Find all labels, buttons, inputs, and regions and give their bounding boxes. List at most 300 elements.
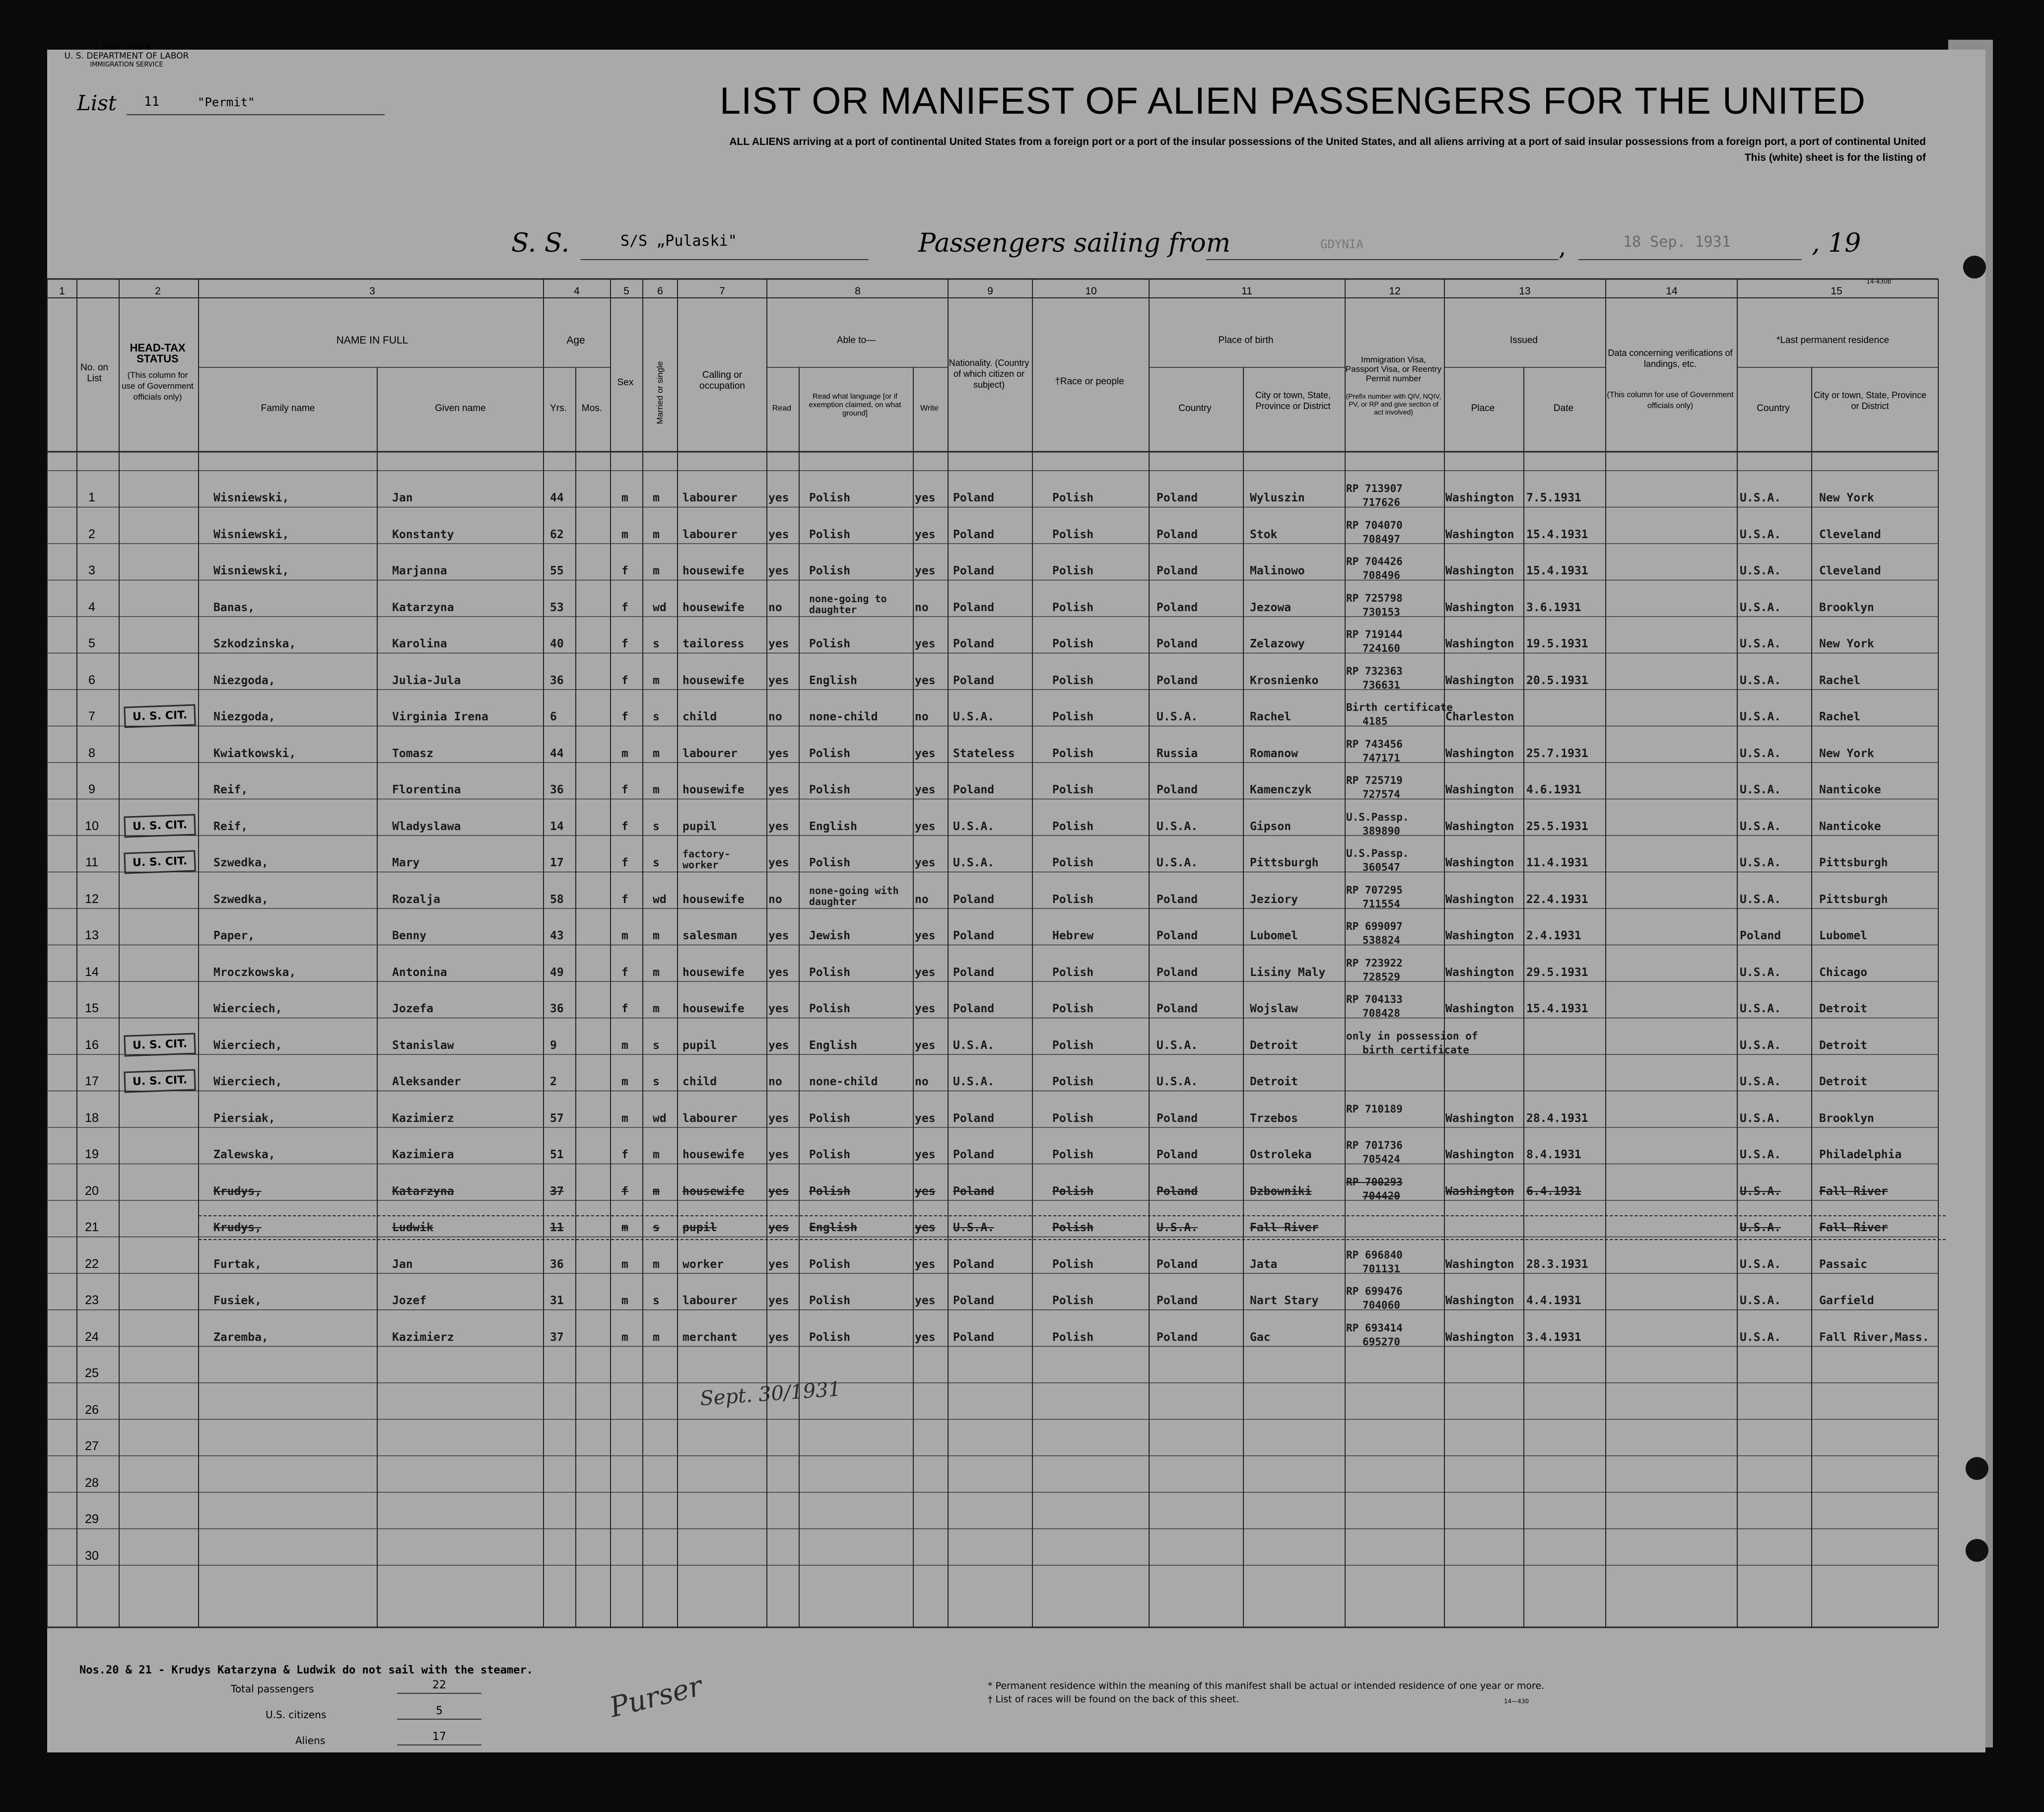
family-name-cell: Mroczkowska, [213,966,296,979]
visa-secondary-cell: 708496 [1363,569,1400,581]
birth-city-cell: Krosnienko [1250,674,1319,687]
occupation-cell: housewife [682,893,745,906]
marital-cell: m [653,1257,660,1271]
occupation-cell: housewife [682,1148,745,1161]
ship-name: S/S „Pulaski" [620,232,737,250]
given-name-cell: Rozalja [392,893,440,906]
row-number: 9 [88,782,95,796]
write-cell: yes [915,1185,936,1198]
age-cell: 53 [550,601,564,614]
write-cell: yes [915,929,936,942]
write-cell: yes [915,564,936,577]
nationality-cell: Poland [953,491,995,504]
row-number: 23 [85,1293,99,1307]
no-on-list-header: No. on List [80,362,108,384]
visa-secondary-cell: 360547 [1363,861,1400,873]
residence-city-cell: Rachel [1819,674,1861,687]
write-cell: yes [915,637,936,650]
given-name-cell: Benny [392,929,427,942]
row-number: 26 [85,1402,99,1417]
column-number: 14 [1666,285,1678,297]
family-name-cell: Zalewska, [213,1148,275,1161]
age-cell: 37 [550,1185,564,1198]
race-cell: Polish [1052,783,1094,796]
marital-cell: m [653,528,660,541]
issue-date-cell: 25.7.1931 [1526,747,1588,760]
residence-country-cell: U.S.A. [1740,966,1781,979]
family-name-cell: Szwedka, [213,856,269,869]
family-name-cell: Niezgoda, [213,674,275,687]
given-name-cell: Antonina [392,966,447,979]
sex-cell: m [621,1221,628,1234]
residence-city-cell: Garfield [1819,1294,1874,1307]
issue-date-cell: 19.5.1931 [1526,637,1588,650]
birth-city-cell: Stok [1250,528,1278,541]
row-number: 10 [85,819,99,833]
row-number: 28 [85,1475,99,1490]
column-number: 4 [574,285,580,297]
sex-cell: f [621,674,628,687]
race-cell: Polish [1052,1148,1094,1161]
race-cell: Polish [1052,1002,1094,1015]
occupation-cell: housewife [682,564,745,577]
ss-label: S. S. [511,228,570,258]
nationality-header: Nationality. (Country of which citizen or subject) [949,358,1029,390]
visa-cell: U.S.Passp. [1346,811,1409,823]
nationality-cell: Poland [953,1185,995,1198]
row-number: 19 [85,1147,99,1161]
nationality-cell: Poland [953,929,995,942]
issue-place-cell: Washington [1445,637,1514,650]
given-name-cell: Ludwik [392,1221,434,1234]
row-number: 14 [85,965,99,979]
read-cell: yes [768,1257,789,1271]
read-cell: yes [768,820,789,833]
race-cell: Polish [1052,1221,1094,1234]
issue-place-cell: Washington [1445,1330,1514,1344]
footnote-races: † List of races will be found on the back of this sheet. [988,1694,1239,1705]
age-cell: 31 [550,1294,564,1307]
birth-city-cell: Pittsburgh [1250,856,1319,869]
birth-country-cell: Poland [1157,783,1198,796]
birth-country-cell: Poland [1157,601,1198,614]
language-cell: none-child [809,710,878,723]
marital-cell: s [653,637,660,650]
binder-hole [1966,1457,1988,1480]
row-number: 15 [85,1001,99,1015]
birth-country-cell: Poland [1157,1330,1198,1344]
column-number: 11 [1241,285,1252,297]
able-to-header: Able to— [836,335,876,346]
sex-cell: m [621,1075,628,1088]
given-name-cell: Virginia Irena [392,710,488,723]
read-cell: yes [768,1221,789,1234]
visa-secondary-cell: 724160 [1363,642,1400,654]
marital-cell: m [653,1002,660,1015]
row-number: 6 [88,673,95,687]
read-cell: yes [768,564,789,577]
issue-place-cell: Washington [1445,747,1514,760]
visa-cell: RP 713907 [1346,483,1403,494]
family-name-cell: Krudys, [213,1185,262,1198]
language-cell: none-going to daughter [809,592,887,616]
us-citizens-value: 5 [436,1705,443,1717]
row-number: 30 [85,1548,99,1563]
birth-city-cell: Lisiny Maly [1250,966,1326,979]
column-number: 12 [1389,285,1401,297]
occupation-cell: housewife [682,783,745,796]
nationality-cell: Stateless [953,747,1015,760]
family-name-cell: Zaremba, [213,1330,269,1344]
issue-date-cell: 15.4.1931 [1526,528,1588,541]
column-number: 6 [657,285,663,297]
us-citizen-stamp: U. S. CIT. [124,704,196,728]
column-number: 15 [1831,285,1842,297]
occupation-cell: child [682,710,717,723]
birth-city-cell: Rachel [1250,710,1292,723]
occupation-cell: labourer [682,491,738,504]
issue-place-cell: Washington [1445,783,1514,796]
race-cell: Polish [1052,1112,1094,1125]
nationality-cell: Poland [953,1294,995,1307]
issue-date-header: Date [1553,403,1574,414]
birth-city-cell: Dzbowniki [1250,1185,1312,1198]
issue-place-cell: Washington [1445,601,1514,614]
row-number: 12 [85,892,99,906]
residence-city-cell: Nanticoke [1819,783,1881,796]
nationality-cell: Poland [953,966,995,979]
given-name-cell: Katarzyna [392,1185,454,1198]
race-cell: Polish [1052,528,1094,541]
marital-cell: s [653,1075,660,1088]
read-cell: yes [768,929,789,942]
visa-secondary-cell: 704060 [1363,1299,1400,1311]
birth-country-cell: Poland [1157,1002,1198,1015]
row-number: 21 [85,1220,99,1234]
residence-country-cell: U.S.A. [1740,1257,1781,1271]
row-number: 17 [85,1074,99,1088]
marital-cell: m [653,929,660,942]
race-cell: Polish [1052,1294,1094,1307]
language-cell: Polish [809,528,851,541]
us-citizens-label: U.S. citizens [266,1709,327,1721]
occupation-cell: housewife [682,601,745,614]
sex-cell: f [621,601,628,614]
race-cell: Polish [1052,601,1094,614]
family-name-cell: Reif, [213,820,248,833]
age-cell: 44 [550,491,564,504]
occupation-cell: tailoress [682,637,745,650]
married-header: Married or single [655,361,665,424]
read-cell: yes [768,1294,789,1307]
write-cell: yes [915,528,936,541]
sex-cell: m [621,1257,628,1271]
residence-city-cell: New York [1819,747,1874,760]
write-cell: no [915,893,929,906]
age-cell: 44 [550,747,564,760]
visa-header: Immigration Visa, Passport Visa, or Reentry Permit number [1345,355,1442,383]
read-cell: no [768,710,782,723]
year-label: , 19 [1812,228,1861,258]
row-number: 4 [88,600,95,614]
residence-country-cell: U.S.A. [1740,1112,1781,1125]
age-cell: 58 [550,893,564,906]
birth-city-cell: Jezowa [1250,601,1292,614]
place-of-birth-header: Place of birth [1218,335,1274,346]
family-name-cell: Paper, [213,929,255,942]
residence-country-cell: U.S.A. [1740,1221,1781,1234]
sex-cell: m [621,528,628,541]
language-cell: English [809,1039,857,1052]
birth-country-cell: Poland [1157,1185,1198,1198]
residence-country-cell: U.S.A. [1740,674,1781,687]
issue-place-cell: Washington [1445,491,1514,504]
column-number: 5 [623,285,629,297]
residence-city-cell: Lubomel [1819,929,1867,942]
language-cell: Polish [809,491,851,504]
marital-cell: m [653,966,660,979]
nationality-cell: Poland [953,637,995,650]
birth-country-cell: Poland [1157,528,1198,541]
list-type: "Permit" [198,95,255,109]
given-name-cell: Florentina [392,783,461,796]
visa-cell: RP 693414 [1346,1322,1403,1334]
family-name-cell: Wisniewski, [213,528,289,541]
language-cell: none-child [809,1075,878,1088]
residence-city-cell: Fall River [1819,1221,1888,1234]
citizens-line [397,1719,481,1720]
residence-city-cell: Detroit [1819,1075,1867,1088]
race-cell: Polish [1052,747,1094,760]
given-name-cell: Katarzyna [392,601,454,614]
language-cell: Polish [809,856,851,869]
read-header: Read [772,404,792,413]
sailing-label: Passengers sailing from [918,228,1231,258]
age-header: Age [566,335,585,346]
issue-place-cell: Washington [1445,1185,1514,1198]
issue-place-cell: Washington [1445,564,1514,577]
marital-cell: s [653,1221,660,1234]
race-cell: Polish [1052,1185,1094,1198]
residence-city-cell: Passaic [1819,1257,1867,1271]
occupation-cell: labourer [682,1294,738,1307]
birth-city-cell: Ostroleka [1250,1148,1312,1161]
sex-cell: f [621,893,628,906]
residence-country-cell: U.S.A. [1740,1185,1781,1198]
write-cell: yes [915,1221,936,1234]
occupation-cell: worker [682,1257,724,1271]
row-number: 3 [88,563,95,577]
residence-country-cell: U.S.A. [1740,747,1781,760]
footnote-residence: * Permanent residence within the meaning of this manifest shall be actual or intended residence of one year or more. [988,1680,1545,1691]
visa-secondary-cell: 711554 [1363,898,1400,910]
given-name-cell: Jan [392,1257,413,1271]
birth-country-cell: Poland [1157,674,1198,687]
race-cell: Polish [1052,1075,1094,1088]
marital-cell: s [653,856,660,869]
residence-city-cell: Fall River,Mass. [1819,1330,1929,1344]
age-cell: 62 [550,528,564,541]
sex-cell: f [621,564,628,577]
residence-country-cell: U.S.A. [1740,1075,1781,1088]
age-cell: 14 [550,820,564,833]
birth-city-cell: Trzebos [1250,1112,1298,1125]
write-cell: no [915,710,929,723]
read-cell: yes [768,491,789,504]
write-cell: yes [915,1294,936,1307]
marital-cell: m [653,491,660,504]
marital-cell: m [653,564,660,577]
given-name-cell: Kazimierz [392,1112,454,1125]
family-name-cell: Niezgoda, [213,710,275,723]
family-name-cell: Banas, [213,601,255,614]
residence-country-cell: U.S.A. [1740,1330,1781,1344]
family-name-cell: Kwiatkowski, [213,747,296,760]
given-name-cell: Kazimiera [392,1148,454,1161]
birth-city-cell: Malinowo [1250,564,1305,577]
write-cell: yes [915,1039,936,1052]
residence-city-cell: Nanticoke [1819,820,1881,833]
row-number: 11 [85,855,98,869]
age-cell: 36 [550,674,564,687]
residence-country-cell: Poland [1740,929,1781,942]
marital-cell: m [653,1148,660,1161]
sex-cell: f [621,1002,628,1015]
issue-place-cell: Washington [1445,856,1514,869]
issue-place-cell: Washington [1445,1148,1514,1161]
occupation-cell: housewife [682,966,745,979]
write-cell: yes [915,1330,936,1344]
row-number: 5 [88,636,95,650]
family-name-cell: Wisniewski, [213,491,289,504]
language-cell: English [809,674,857,687]
issue-place-cell: Washington [1445,1112,1514,1125]
birth-country-cell: Poland [1157,966,1198,979]
issue-date-cell: 28.4.1931 [1526,1112,1588,1125]
inspector-note: Sept. 30/1931 [699,1378,842,1410]
row-number: 24 [85,1329,99,1344]
given-name-cell: Jozef [392,1294,427,1307]
sex-cell: f [621,820,628,833]
language-cell: Polish [809,783,851,796]
aliens-value: 17 [432,1731,446,1743]
occupation-cell: housewife [682,674,745,687]
visa-secondary-cell: 717626 [1363,496,1400,508]
age-cell: 9 [550,1039,557,1052]
visa-cell: RP 732363 [1346,665,1403,677]
birth-country-cell: U.S.A. [1157,820,1198,833]
issue-place-cell: Washington [1445,1002,1514,1015]
age-cell: 55 [550,564,564,577]
language-cell: Polish [809,1002,851,1015]
family-name-cell: Reif, [213,783,248,796]
head-tax-header: HEAD-TAX STATUS [130,342,186,365]
row-number: 29 [85,1512,99,1526]
residence-city-cell: Brooklyn [1819,601,1874,614]
given-name-cell: Mary [392,856,420,869]
birth-country-cell: Poland [1157,491,1198,504]
residence-country-cell: U.S.A. [1740,601,1781,614]
read-cell: yes [768,637,789,650]
visa-secondary-cell: 708428 [1363,1007,1400,1019]
visa-cell: RP 723922 [1346,957,1403,969]
given-name-cell: Wladyslawa [392,820,461,833]
issue-place-cell: Charleston [1445,710,1514,723]
family-name-cell: Piersiak, [213,1112,275,1125]
residence-city-cell: Philadelphia [1819,1148,1902,1161]
occupation-cell: pupil [682,1221,717,1234]
visa-secondary-cell: 727574 [1363,788,1400,800]
residence-country-cell: U.S.A. [1740,1294,1781,1307]
visa-cell: RP 704426 [1346,556,1403,567]
birth-country-cell: Poland [1157,929,1198,942]
age-cell: 6 [550,710,557,723]
issue-place-cell: Washington [1445,1294,1514,1307]
last-residence-header: *Last permanent residence [1776,335,1890,346]
visa-cell: RP 700293 [1346,1176,1403,1188]
read-cell: yes [768,1039,789,1052]
column-number: 2 [155,285,161,297]
aliens-line [397,1744,481,1745]
family-name-cell: Szkodzinska, [213,637,296,650]
issue-date-cell: 4.6.1931 [1526,783,1581,796]
row-number: 25 [85,1366,99,1380]
issue-place-header: Place [1471,403,1495,414]
write-cell: yes [915,491,936,504]
birth-city-cell: Detroit [1250,1075,1298,1088]
visa-secondary-cell: 747171 [1363,752,1400,764]
issue-place-cell: Washington [1445,893,1514,906]
birth-city-cell: Wyluszin [1250,491,1305,504]
residence-country-cell: U.S.A. [1740,1148,1781,1161]
language-cell: Polish [809,637,851,650]
read-language-header: Read what language [or if exemption claimed, on what ground] [809,392,901,418]
language-cell: Polish [809,564,851,577]
marital-cell: m [653,674,660,687]
visa-secondary-cell: 538824 [1363,934,1400,946]
total-passengers-label: Total passengers [231,1683,314,1695]
visa-secondary-cell: 730153 [1363,606,1400,618]
sex-cell: m [621,1112,628,1125]
occupation-cell: child [682,1075,717,1088]
birth-country-cell: Poland [1157,637,1198,650]
race-cell: Polish [1052,1039,1094,1052]
occupation-cell: factory-worker [682,848,731,871]
issue-date-cell: 29.5.1931 [1526,966,1588,979]
us-citizen-stamp: U. S. CIT. [124,1033,196,1056]
birth-city-cell: Zelazowy [1250,637,1305,650]
residence-country-cell: U.S.A. [1740,1002,1781,1015]
total-passengers-value: 22 [432,1679,446,1691]
given-name-cell: Kazimierz [392,1330,454,1344]
issue-date-cell: 28.3.1931 [1526,1257,1588,1271]
birth-country-cell: U.S.A. [1157,1075,1198,1088]
residence-country-cell: U.S.A. [1740,491,1781,504]
residence-city-cell: Rachel [1819,710,1861,723]
race-cell: Polish [1052,856,1094,869]
binder-hole [1963,256,1986,279]
issue-place-cell: Washington [1445,820,1514,833]
sex-cell: f [621,856,628,869]
mos-header: Mos. [581,403,603,414]
age-cell: 11 [550,1221,564,1234]
residence-city-cell: Chicago [1819,966,1867,979]
language-cell: Polish [809,1330,851,1344]
family-name-cell: Furtak, [213,1257,262,1271]
nationality-cell: Poland [953,528,995,541]
visa-secondary-cell: 695270 [1363,1335,1400,1348]
family-name-cell: Wierciech, [213,1075,282,1088]
